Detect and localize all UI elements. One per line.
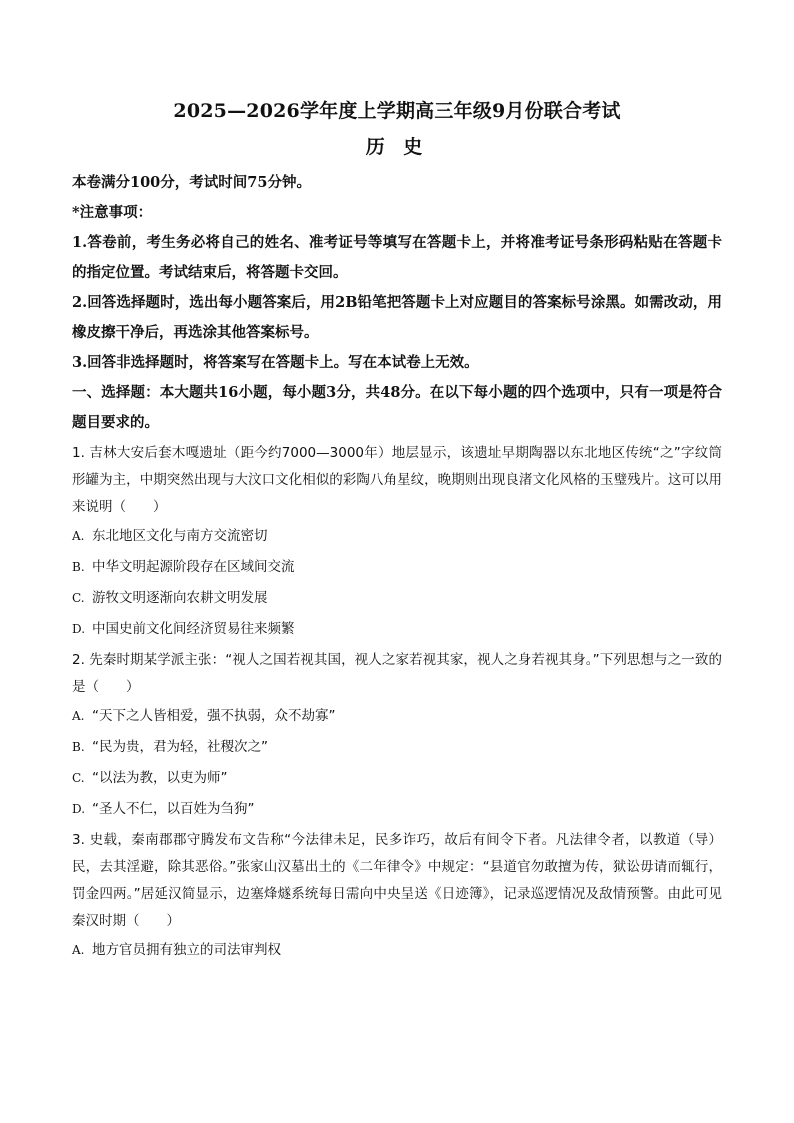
option-letter: A. [72, 529, 85, 543]
option-letter: B. [72, 560, 85, 574]
notice-heading: *注意事项： [72, 204, 153, 221]
section-heading: 一、选择题：本大题共16小题，每小题3分，共48分。在以下每小题的四个选项中，只有一项是符合题目要求的。 [72, 384, 722, 431]
option-letter: C. [72, 771, 85, 785]
option-b [72, 552, 722, 583]
question-2 [72, 647, 722, 825]
option-text: “民为贵，君为轻，社稷次之” [92, 739, 268, 755]
option-text: 中华文明起源阶段存在区域间交流 [92, 559, 295, 575]
notice-item: 2.回答选择题时，选出每小题答案后，用2B铅笔把答题卡上对应题目的答案标号涂黑。如需改动，用橡皮擦干净后，再选涂其他答案标号。 [72, 294, 722, 341]
option-b [72, 732, 722, 763]
option-a [72, 935, 722, 966]
option-text: 东北地区文化与南方交流密切 [92, 528, 268, 544]
option-c [72, 763, 722, 794]
option-letter: C. [72, 591, 85, 605]
exam-page [72, 96, 722, 966]
option-letter: D. [72, 802, 86, 816]
option-letter: A. [72, 943, 85, 957]
option-c [72, 583, 722, 614]
option-letter: A. [72, 709, 85, 723]
option-d [72, 614, 722, 645]
exam-title: 2025—2026学年度上学期高三年级9月份联合考试 [173, 100, 621, 122]
exam-subject: 历 史 [365, 136, 429, 158]
option-text: 游牧文明逐渐向农耕文明发展 [92, 590, 268, 606]
question-1 [72, 440, 722, 645]
question-3 [72, 827, 722, 966]
option-letter: B. [72, 740, 85, 754]
score-info: 本卷满分100分，考试时间75分钟。 [72, 174, 311, 191]
option-text: “天下之人皆相爱，强不执弱，众不劫寡” [92, 708, 336, 724]
notice-item: 1.答卷前，考生务必将自己的姓名、准考证号等填写在答题卡上，并将准考证号条形码粘贴在答题卡的指定位置。考试结束后，将答题卡交回。 [72, 234, 722, 281]
notice-item: 3.回答非选择题时，将答案写在答题卡上。写在本试卷上无效。 [72, 354, 479, 371]
option-a [72, 521, 722, 552]
option-text: 中国史前文化间经济贸易往来频繁 [92, 621, 295, 637]
question-stem: 3. 史载，秦南郡郡守腾发布文告称“今法律未足，民多诈巧，故后有间令下者。凡法律令者，以教道（导）民，去其淫避，除其恶俗。”张家山汉墓出土的《二年律令》中规定：“县道官勿敢擅为传，狱讼毋请而辄行，罚金四两。”居延汉简显示，边塞烽燧系统每日需向中央呈送《日迹簿》，记录巡逻情况及敌情预警。由此可见秦汉时期（ ） [72, 832, 722, 929]
option-text: “以法为教，以吏为师” [92, 770, 228, 786]
option-letter: D. [72, 622, 86, 636]
question-stem: 2. 先秦时期某学派主张：“视人之国若视其国，视人之家若视其家，视人之身若视其身。”下列思想与之一致的是（ ） [72, 652, 722, 695]
option-text: “圣人不仁，以百姓为刍狗” [92, 801, 255, 817]
option-a [72, 701, 722, 732]
option-d [72, 794, 722, 825]
option-text: 地方官员拥有独立的司法审判权 [92, 942, 281, 958]
question-stem: 1. 吉林大安后套木嘎遗址（距今约7000—3000年）地层显示，该遗址早期陶器以东北地区传统“之”字纹筒形罐为主，中期突然出现与大汶口文化相似的彩陶八角星纹，晚期则出现良渚文化风格的玉璧残片。这可以用来说明（ ） [72, 445, 722, 515]
